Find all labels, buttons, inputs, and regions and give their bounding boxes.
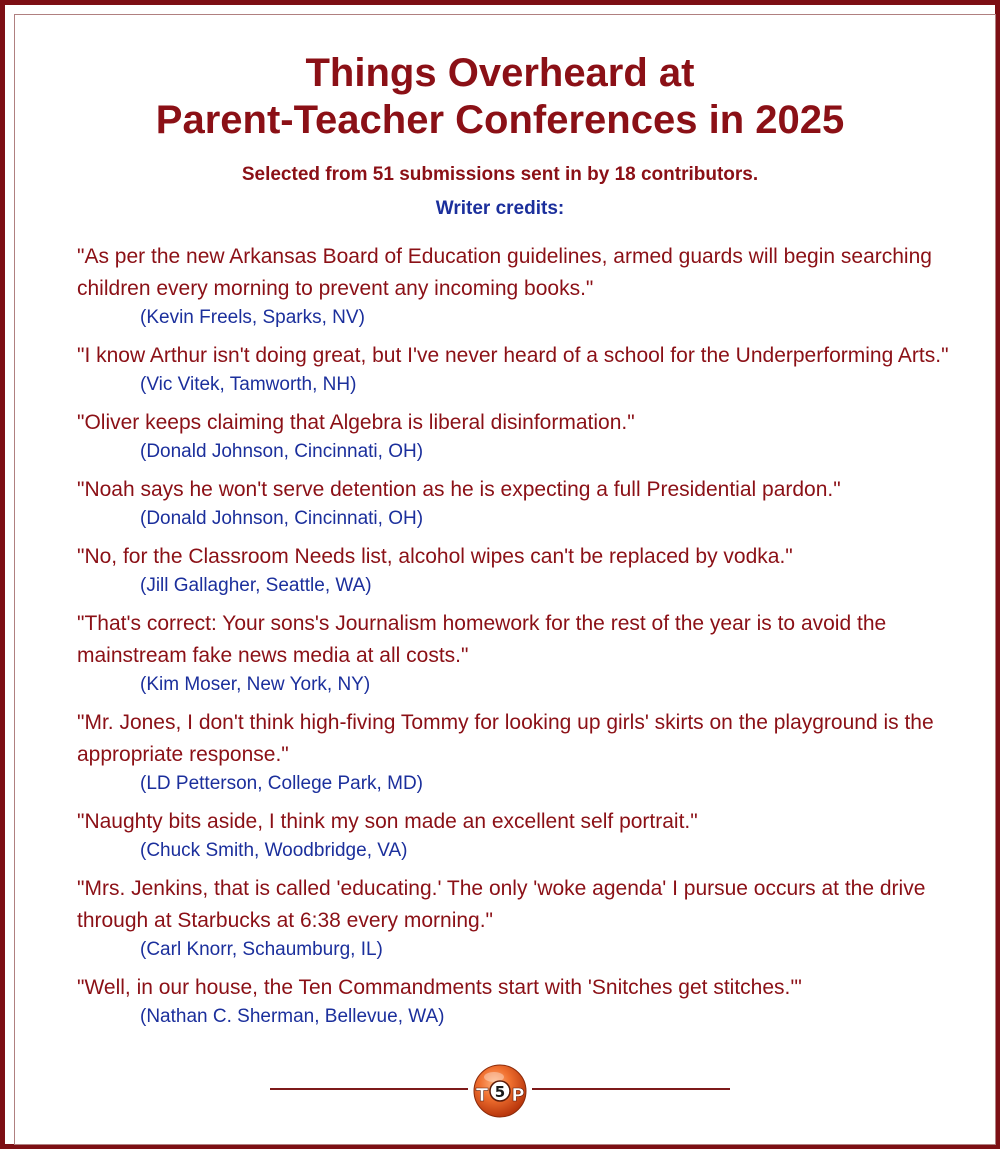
- page-title: [0, 50, 1000, 144]
- quote-credit: (Jill Gallagher, Seattle, WA): [140, 575, 372, 596]
- title-line-1: Things Overheard at: [305, 51, 695, 95]
- title-line-2: Parent-Teacher Conferences in 2025: [155, 98, 845, 142]
- quote-item: [77, 541, 957, 599]
- quote-credit: (Chuck Smith, Woodbridge, VA): [140, 840, 408, 861]
- quote-credit: (Donald Johnson, Cincinnati, OH): [140, 441, 424, 462]
- quote-text: "That's correct: Your sons's Journalism homework for the rest of the year is to avoid the mainstream fake news media at all costs.": [77, 612, 887, 667]
- quote-credit: (Nathan C. Sherman, Bellevue, WA): [140, 1006, 445, 1027]
- top5-logo-icon: [468, 1063, 532, 1119]
- quote-credit: (Kim Moser, New York, NY): [140, 674, 371, 695]
- logo-number: 5: [494, 1083, 506, 1101]
- submission-summary: Selected from 51 submissions sent in by 18 contributors.: [241, 164, 759, 185]
- quote-item: [77, 407, 957, 465]
- quote-item: [77, 340, 957, 398]
- quote-text: "Oliver keeps claiming that Algebra is liberal disinformation.": [77, 411, 635, 434]
- quote-text: "Naughty bits aside, I think my son made an excellent self portrait.": [77, 810, 698, 833]
- quote-credit: (Carl Knorr, Schaumburg, IL): [140, 939, 383, 960]
- quote-item: [77, 707, 957, 797]
- footer-divider-left: [270, 1088, 468, 1090]
- quote-credit: (Donald Johnson, Cincinnati, OH): [140, 508, 424, 529]
- quote-credit: (Kevin Freels, Sparks, NV): [140, 307, 365, 328]
- logo-letter-t: T: [475, 1085, 489, 1106]
- quote-text: "Well, in our house, the Ten Commandments start with 'Snitches get stitches.'": [77, 976, 802, 999]
- quote-text: "Noah says he won't serve detention as he is expecting a full Presidential pardon.": [77, 478, 841, 501]
- footer-divider-right: [532, 1088, 730, 1090]
- quote-item: [77, 806, 957, 864]
- quote-credit: (Vic Vitek, Tamworth, NH): [140, 374, 357, 395]
- quote-text: "Mrs. Jenkins, that is called 'educating.' The only 'woke agenda' I pursue occurs at the drive through at Starbucks at 6:38 every morning.": [77, 877, 926, 932]
- quote-item: [77, 873, 957, 963]
- writer-credits-heading: Writer credits:: [435, 198, 565, 219]
- quote-item: [77, 972, 957, 1030]
- quote-item: [77, 241, 957, 331]
- quote-text: "As per the new Arkansas Board of Education guidelines, armed guards will begin searching children every morning to prevent any incoming books.": [77, 245, 932, 300]
- quote-item: [77, 608, 957, 698]
- quote-text: "No, for the Classroom Needs list, alcohol wipes can't be replaced by vodka.": [77, 545, 793, 568]
- quote-text: "I know Arthur isn't doing great, but I've never heard of a school for the Underperforming Arts.": [77, 344, 949, 367]
- quote-item: [77, 474, 957, 532]
- logo-letter-p: P: [511, 1085, 525, 1106]
- quote-credit: (LD Petterson, College Park, MD): [140, 773, 423, 794]
- quote-list: [77, 241, 957, 1039]
- quote-text: "Mr. Jones, I don't think high-fiving Tommy for looking up girls' skirts on the playground is the appropriate response.": [77, 711, 934, 766]
